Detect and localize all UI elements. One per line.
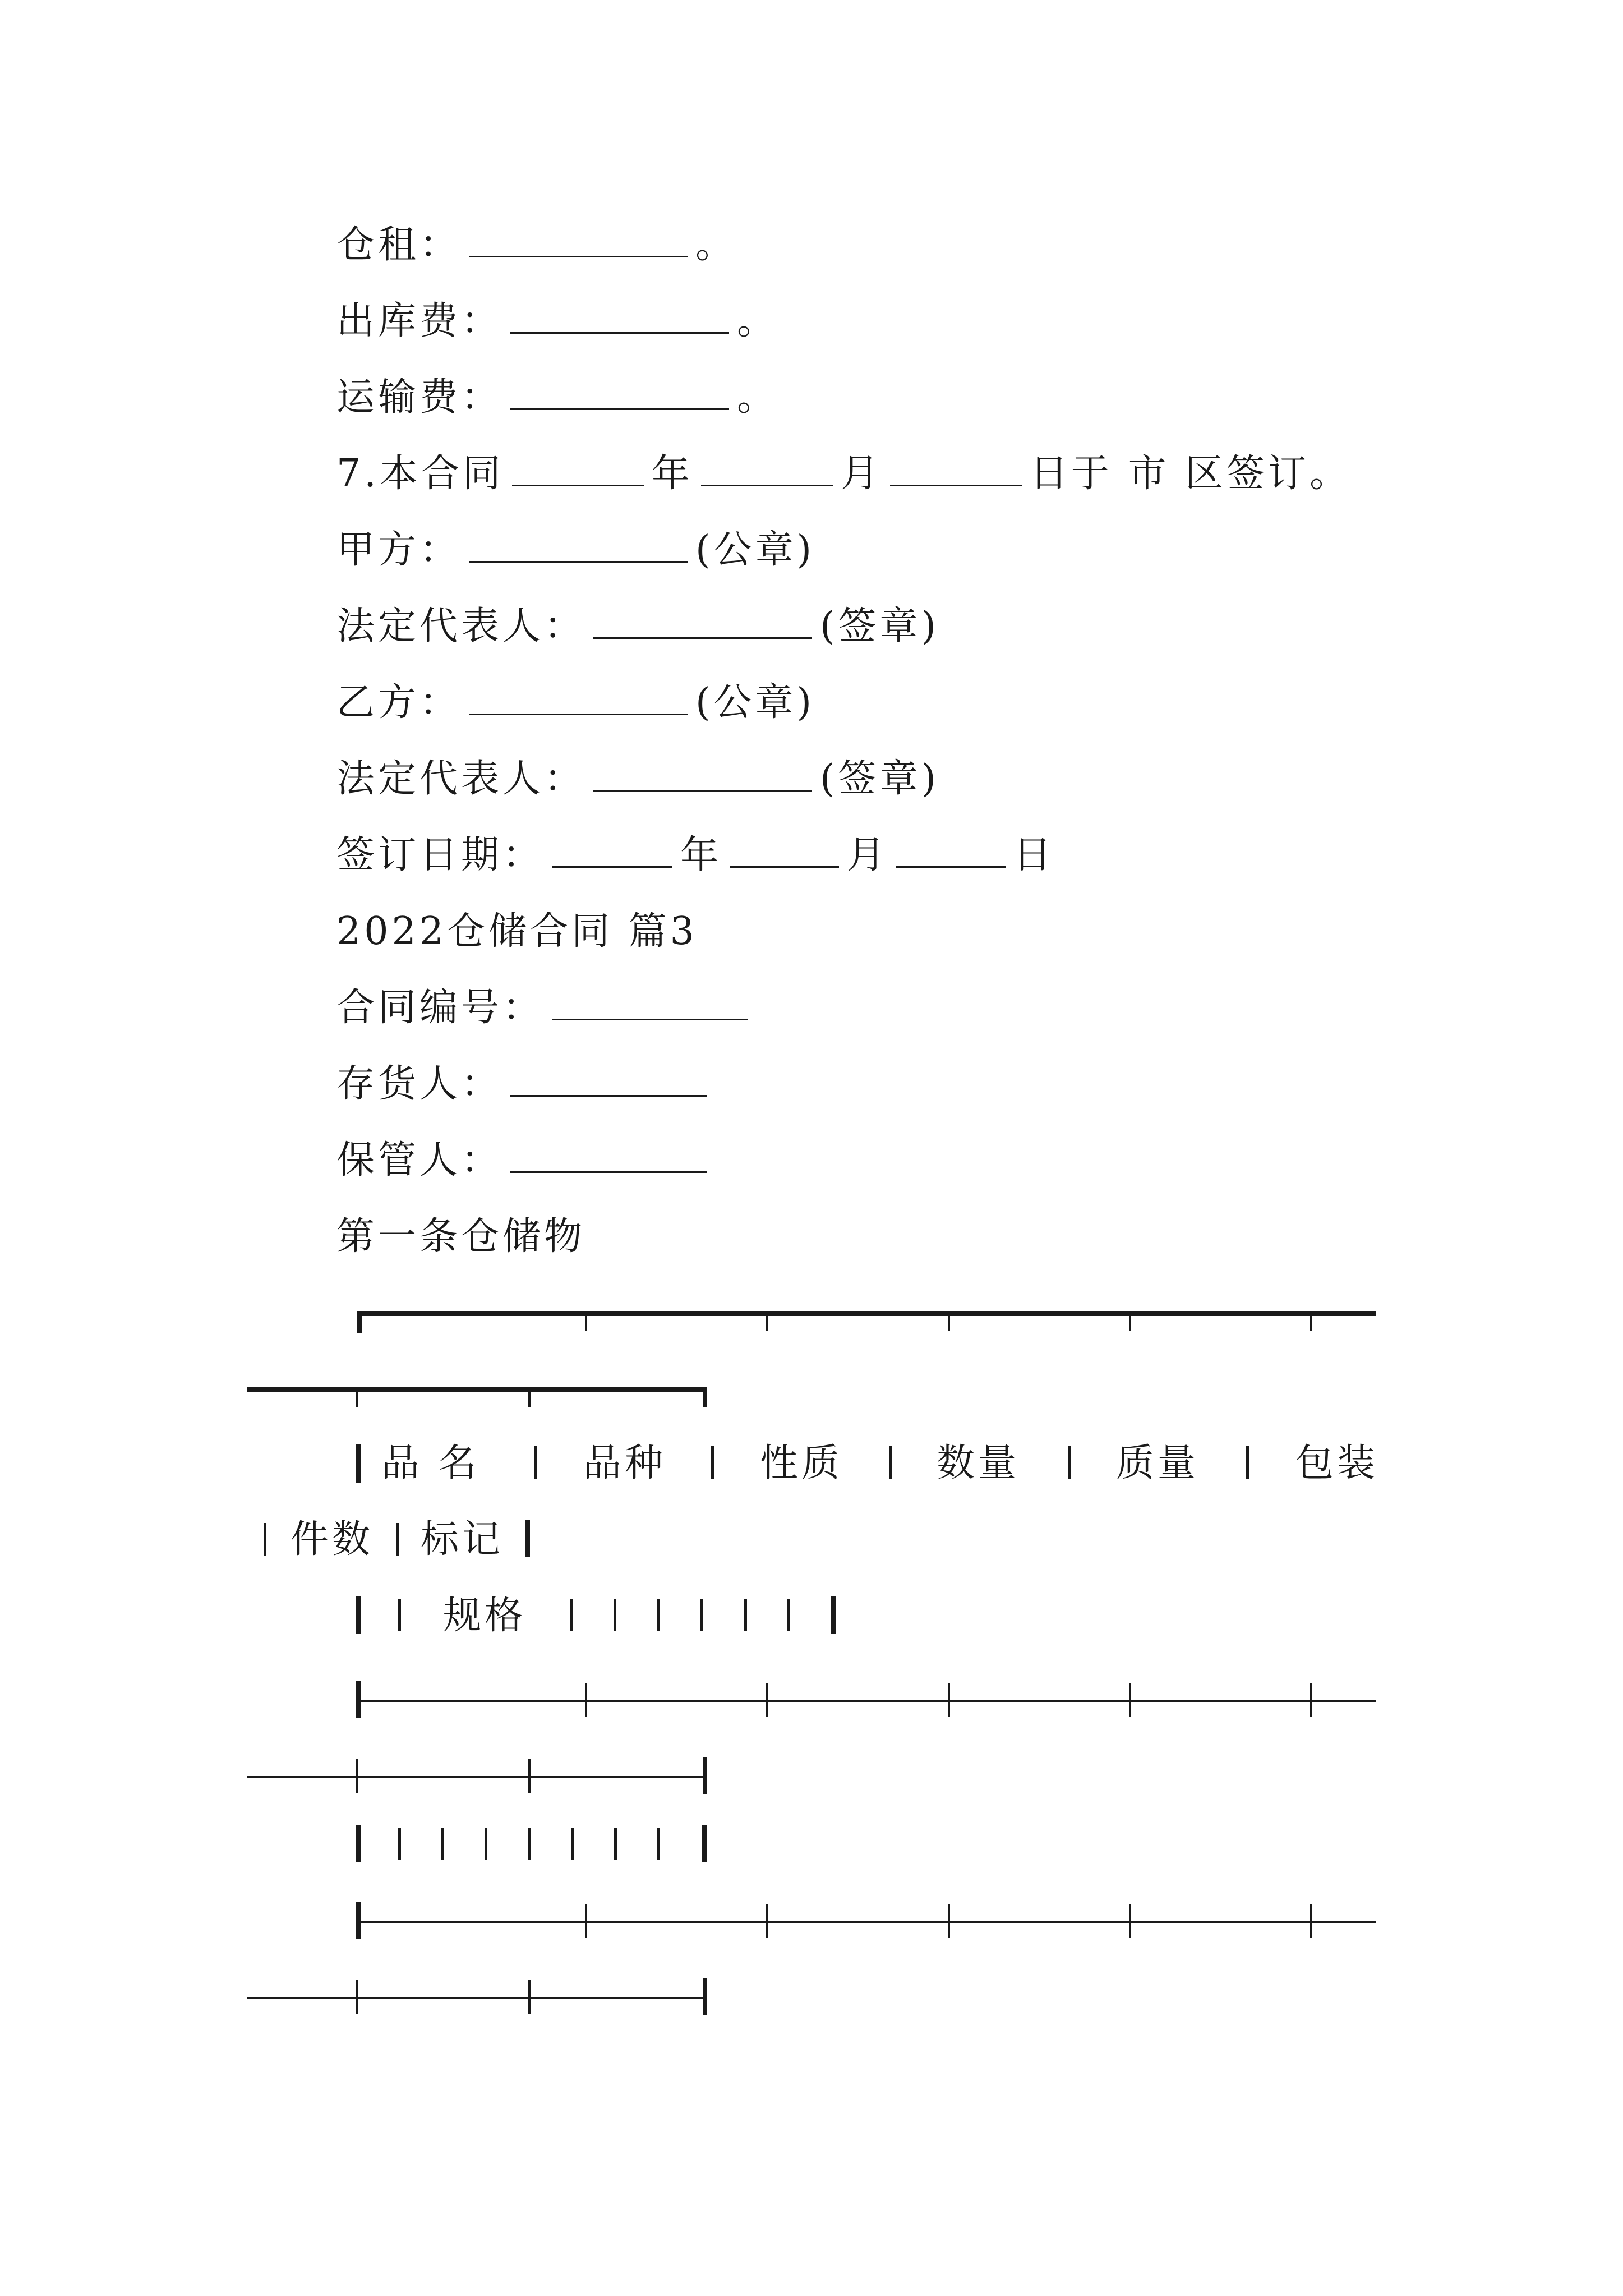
fee-transport-blank <box>510 379 729 410</box>
table-cross <box>585 1904 587 1938</box>
table-tick <box>766 1316 768 1331</box>
sign-date-month-blank <box>730 837 839 868</box>
table-divider <box>264 1523 266 1556</box>
table-cross <box>766 1904 768 1938</box>
table-right-border <box>703 1757 707 1794</box>
custodian <box>336 1133 714 1189</box>
table-divider <box>441 1828 444 1860</box>
table-right-border <box>831 1596 836 1634</box>
table-cross <box>528 1759 531 1793</box>
table-divider <box>889 1446 892 1479</box>
table-divider <box>787 1599 790 1631</box>
table-divider <box>744 1599 747 1631</box>
header-pieces: 件数 <box>291 1517 374 1562</box>
table-tick <box>585 1316 587 1331</box>
fee-rent <box>336 217 737 273</box>
table-tick <box>1310 1316 1312 1331</box>
fee-transport-tail: 。 <box>737 375 779 420</box>
signing-clause <box>336 446 1351 502</box>
table-divider <box>1068 1446 1071 1479</box>
table-tick <box>1129 1316 1131 1331</box>
table-left-border <box>356 1596 361 1634</box>
table-cross <box>356 1759 358 1793</box>
fee-outbound-blank <box>510 303 729 334</box>
table-divider <box>571 1828 574 1860</box>
signing-day-place: 日于 市 区签订。 <box>1029 452 1352 496</box>
sign-date-day: 日 <box>1013 833 1055 877</box>
table-divider <box>657 1828 660 1860</box>
fee-rent-tail: 。 <box>695 223 737 267</box>
contract-number <box>336 980 756 1036</box>
table-tick <box>528 1392 531 1407</box>
table-divider <box>711 1446 714 1479</box>
table-tick <box>356 1392 358 1407</box>
table-left-border <box>356 1681 361 1718</box>
custodian-label: 保管人： <box>336 1138 503 1182</box>
depositor-blank <box>510 1066 707 1097</box>
table-left-border <box>356 1444 361 1483</box>
table-right-border <box>525 1520 530 1557</box>
table-cross <box>585 1683 587 1717</box>
table-divider <box>570 1599 573 1631</box>
header-packaging: 包装 <box>1295 1441 1379 1485</box>
table-top-border-cont <box>247 1387 707 1392</box>
header-quantity: 数量 <box>937 1441 1020 1485</box>
table-cross <box>1310 1683 1312 1717</box>
table-right-border <box>703 1978 707 2015</box>
party-a-seal: (公章) <box>695 528 815 572</box>
fee-rent-blank <box>469 227 688 257</box>
sign-date-month: 月 <box>847 833 889 877</box>
table-divider <box>485 1828 487 1860</box>
table-top-border <box>357 1311 1376 1316</box>
table-cross <box>948 1904 950 1938</box>
party-a-rep <box>336 599 939 655</box>
table-top-right-corner <box>703 1387 707 1407</box>
header-nature: 性质 <box>760 1441 843 1485</box>
party-a-blank <box>469 532 688 563</box>
signing-month-blank <box>701 455 833 486</box>
signing-day-blank <box>890 455 1022 486</box>
table-tick <box>948 1316 950 1331</box>
table-row-separator-cont <box>247 1997 707 1999</box>
party-b-seal: (公章) <box>695 680 815 725</box>
table-left-border <box>356 1902 361 1939</box>
table-divider <box>614 1828 617 1860</box>
table-left-border <box>356 1825 361 1862</box>
table-divider <box>1246 1446 1249 1479</box>
sign-date-year: 年 <box>680 833 722 877</box>
table-row-separator <box>357 1700 1376 1702</box>
table-cross <box>356 1980 358 2014</box>
fee-outbound <box>336 293 778 349</box>
depositor <box>336 1056 714 1112</box>
sign-date-day-blank <box>896 837 1006 868</box>
party-b-label: 乙方： <box>336 680 462 725</box>
fee-outbound-tail: 。 <box>737 299 779 343</box>
fee-rent-label: 仓租： <box>336 223 462 267</box>
party-b-rep-blank <box>593 761 812 792</box>
fee-transport-label: 运输费： <box>336 375 503 420</box>
contract-number-blank <box>552 990 748 1020</box>
signing-year: 年 <box>651 452 693 496</box>
table-divider <box>700 1599 703 1631</box>
party-b-rep-label: 法定代表人： <box>336 757 586 801</box>
header-quality: 质量 <box>1116 1441 1200 1485</box>
table-divider <box>398 1599 401 1631</box>
sign-date <box>336 827 1055 884</box>
custodian-blank <box>510 1142 707 1173</box>
table-divider <box>534 1446 537 1479</box>
table-divider <box>528 1828 531 1860</box>
depositor-label: 存货人： <box>336 1062 503 1106</box>
header-name: 品 名 <box>381 1441 480 1485</box>
fee-outbound-label: 出库费： <box>336 299 503 343</box>
table-row-separator-cont <box>247 1776 707 1778</box>
table-divider <box>396 1523 399 1556</box>
table-cross <box>1129 1683 1131 1717</box>
header-spec: 规格 <box>443 1594 527 1638</box>
fee-transport <box>336 370 778 426</box>
party-b-rep <box>336 751 939 807</box>
header-mark: 标记 <box>421 1517 504 1562</box>
party-b <box>336 675 815 731</box>
table-cross <box>948 1683 950 1717</box>
signing-year-blank <box>512 455 644 486</box>
table-cross <box>1310 1904 1312 1938</box>
signing-prefix: 7.本合同 <box>336 452 504 496</box>
sign-date-year-blank <box>552 837 672 868</box>
party-b-blank <box>469 684 688 715</box>
party-a-label: 甲方： <box>336 528 462 572</box>
section-title: 2022仓储合同 篇3 <box>336 909 698 954</box>
table-divider <box>614 1599 616 1631</box>
table-divider <box>398 1828 401 1860</box>
party-b-rep-seal: (签章) <box>820 757 940 801</box>
sign-date-label: 签订日期： <box>336 833 545 877</box>
table-row-separator <box>357 1921 1376 1923</box>
article-1-title: 第一条仓储物 <box>336 1214 586 1259</box>
table-cross <box>766 1683 768 1717</box>
table-cross <box>528 1980 531 2014</box>
party-a <box>336 522 815 578</box>
contract-number-label: 合同编号： <box>336 986 545 1030</box>
table-top-left-corner <box>357 1311 362 1333</box>
party-a-rep-blank <box>593 608 812 639</box>
party-a-rep-seal: (签章) <box>820 604 940 648</box>
table-divider <box>657 1599 660 1631</box>
header-variety: 品种 <box>583 1441 667 1485</box>
signing-month: 月 <box>840 452 882 496</box>
table-cross <box>1129 1904 1131 1938</box>
table-right-border <box>702 1825 707 1862</box>
party-a-rep-label: 法定代表人： <box>336 604 586 648</box>
